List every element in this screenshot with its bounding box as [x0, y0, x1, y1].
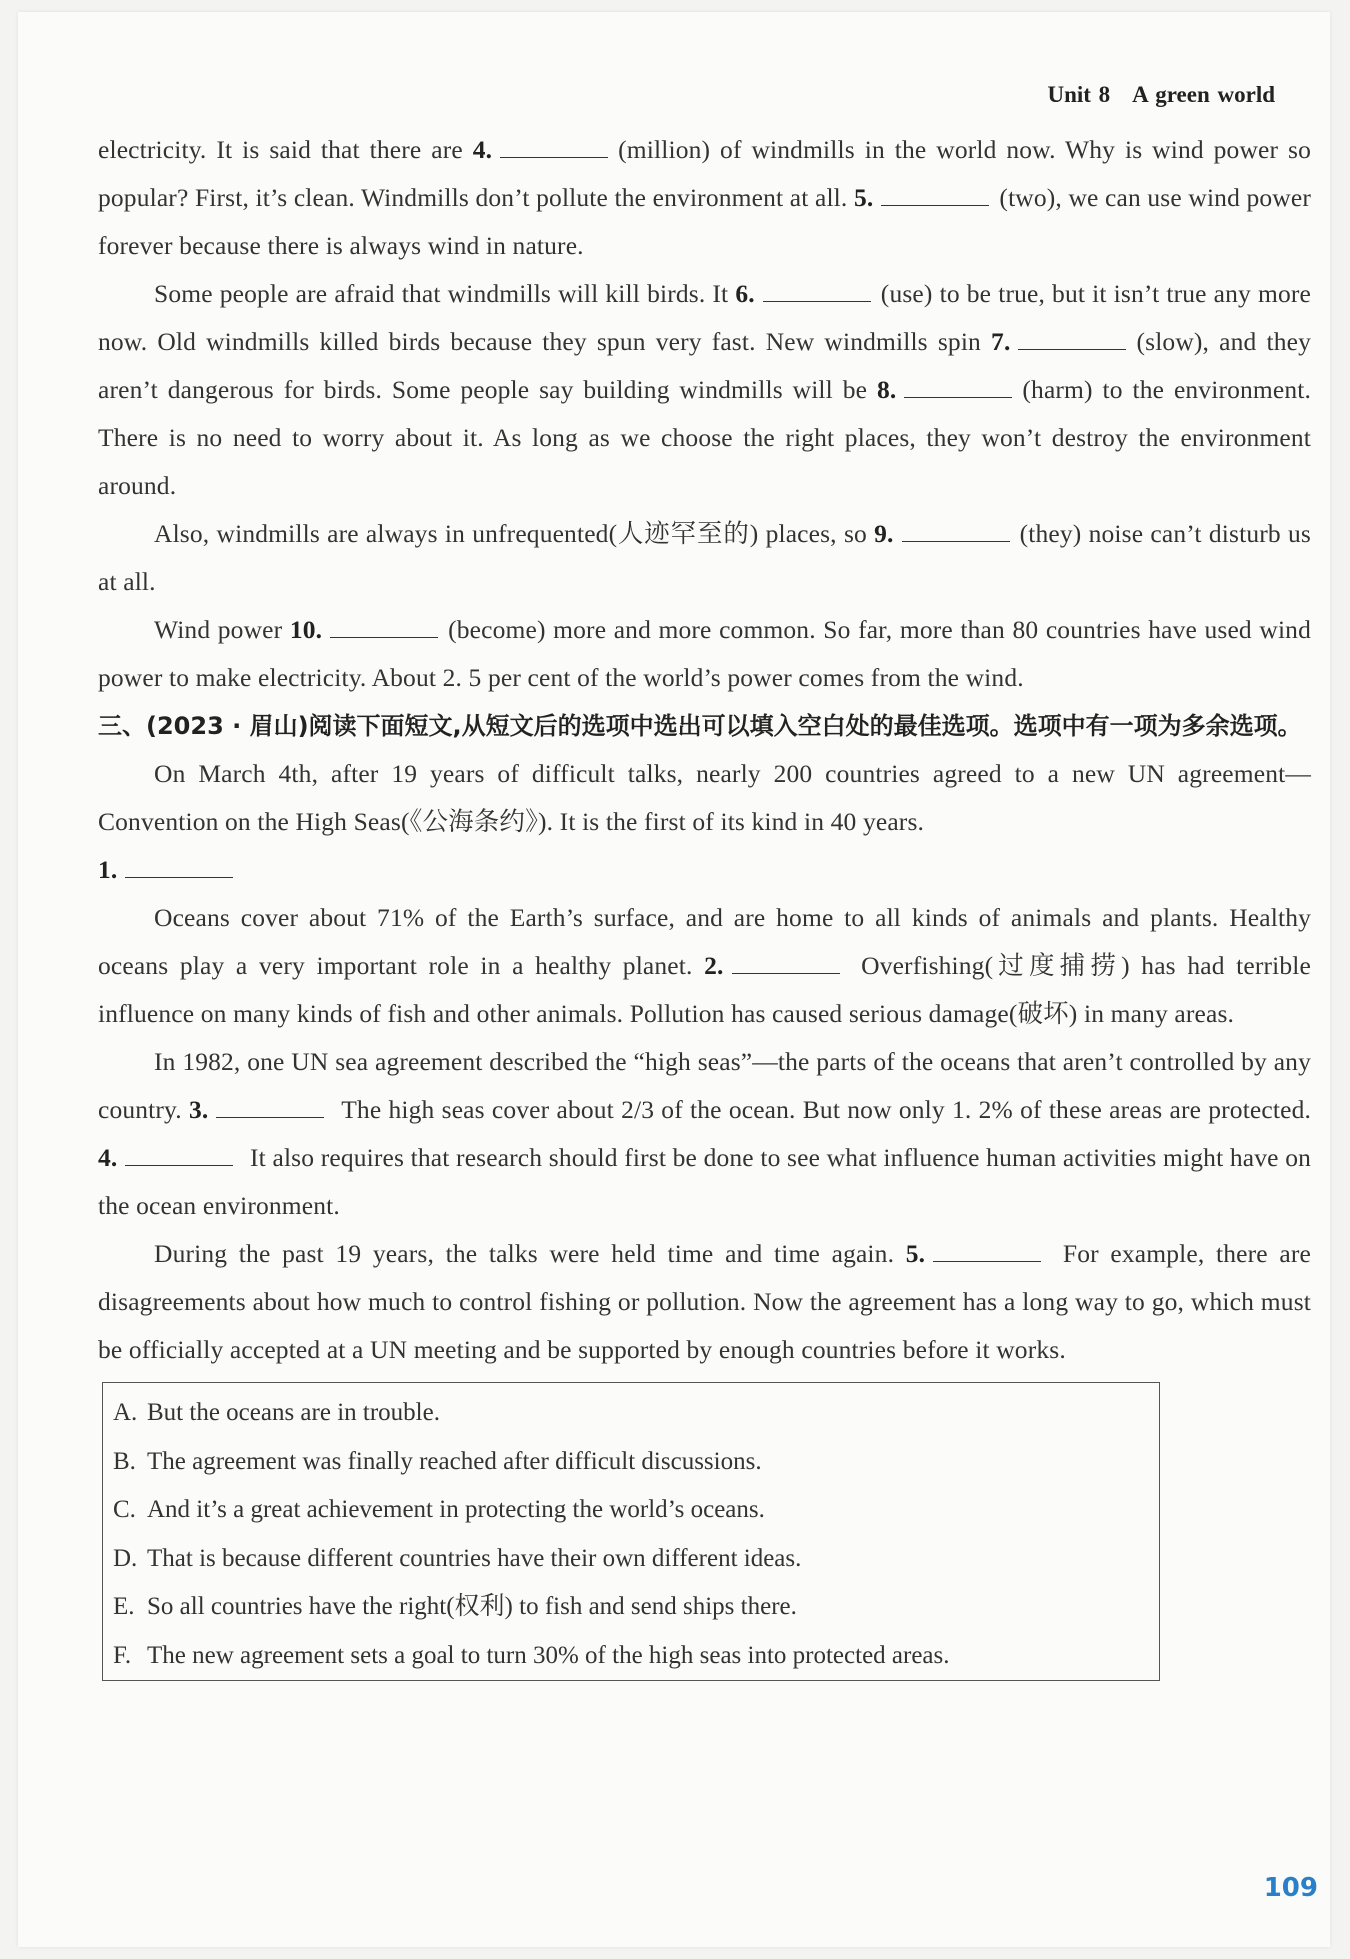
- answer-blank[interactable]: [933, 1241, 1041, 1262]
- text: Also, windmills are always in unfrequented(人迹罕至的) places, so: [154, 519, 875, 548]
- option-letter: B.: [113, 1447, 136, 1475]
- blank-number: 1.: [98, 855, 118, 884]
- option-e[interactable]: [113, 1583, 1159, 1632]
- option-text: That is because different countries have their own different ideas.: [147, 1544, 802, 1572]
- blank-number: 5.: [853, 183, 874, 212]
- text: Overfishing(过度捕捞) has had terrible influence on many kinds of fish and other animals. Pollution has caused serious damage(破坏) in many areas.: [98, 951, 1311, 1028]
- blank-number: 4.: [98, 1143, 118, 1172]
- text: Wind power: [154, 615, 290, 644]
- paragraph: [98, 510, 1311, 606]
- blank-number: 3.: [189, 1095, 209, 1124]
- text: During the past 19 years, the talks were held time and time again.: [154, 1239, 906, 1268]
- text: (two), we can use wind power forever because there is always wind in nature.: [98, 183, 1311, 260]
- option-letter: A.: [113, 1399, 138, 1426]
- text: On March 4th, after 19 years of difficult talks, nearly 200 countries agreed to a new UN agreement—Convention on the High Seas(《公海条约》). It is the first of its kind in 40 years.: [98, 759, 1311, 836]
- text: electricity. It is said that there are: [98, 135, 473, 164]
- text: The high seas cover about 2/3 of the ocean. But now only 1. 2% of these areas are protected.: [334, 1095, 1311, 1124]
- answer-blank[interactable]: [732, 953, 840, 974]
- option-f[interactable]: [113, 1632, 1159, 1681]
- answer-blank[interactable]: [330, 617, 438, 638]
- text: (they) noise can’t disturb us at all.: [98, 519, 1311, 596]
- answer-blank[interactable]: [1018, 329, 1126, 350]
- text: It also requires that research should first be done to see what influence human activities might have on the ocean environment.: [98, 1143, 1311, 1220]
- blank-number: 5.: [905, 1239, 926, 1268]
- answer-blank[interactable]: [881, 185, 989, 206]
- blank-number: 4.: [472, 135, 493, 164]
- paragraph: [98, 894, 1311, 1038]
- blank-number: 10.: [289, 615, 323, 644]
- paragraph: [98, 1230, 1311, 1374]
- option-text: But the oceans are in trouble.: [147, 1399, 440, 1426]
- paragraph: [98, 750, 1311, 894]
- section-heading: 三、(2023 · 眉山)阅读下面短文,从短文后的选项中选出可以填入空白处的最佳选项。选项中有一项为多余选项。: [98, 712, 1302, 740]
- blank-number: 2.: [704, 951, 724, 980]
- option-text: And it’s a great achievement in protecting the world’s oceans.: [147, 1496, 765, 1523]
- answer-blank[interactable]: [763, 281, 871, 302]
- text: (slow), and they aren’t dangerous for birds. Some people say building windmills will be: [98, 327, 1312, 404]
- paragraph: [98, 606, 1311, 702]
- answer-blank[interactable]: [500, 137, 608, 158]
- option-b[interactable]: [113, 1438, 1159, 1487]
- answer-blank[interactable]: [902, 521, 1010, 542]
- text: (million) of windmills in the world now. Why is wind power so popular? First, it’s clean. Windmills don’t pollute the environment at all.: [98, 135, 1311, 212]
- unit-label: Unit 8: [1047, 82, 1111, 107]
- option-text: The agreement was finally reached after difficult discussions.: [147, 1447, 762, 1475]
- text: Some people are afraid that windmills will kill birds. It: [154, 279, 736, 308]
- option-letter: C.: [113, 1496, 136, 1523]
- option-d[interactable]: [113, 1535, 1159, 1584]
- running-header: [1047, 82, 1275, 108]
- option-letter: F.: [113, 1641, 132, 1669]
- paragraph: [98, 126, 1311, 270]
- option-letter: D.: [113, 1544, 138, 1572]
- options-box: [102, 1382, 1160, 1681]
- option-c[interactable]: [113, 1486, 1159, 1535]
- option-letter: E.: [113, 1593, 135, 1620]
- page: [18, 12, 1330, 1947]
- answer-blank[interactable]: [125, 1145, 233, 1166]
- page-number: 109: [1263, 1873, 1318, 1903]
- option-text: The new agreement sets a goal to turn 30% of the high seas into protected areas.: [147, 1641, 950, 1669]
- blank-number: 8.: [876, 375, 897, 404]
- text: (become) more and more common. So far, more than 80 countries have used wind power to make electricity. About 2. 5 per cent of the world’s power comes from the wind.: [98, 615, 1311, 692]
- text: Oceans cover about 71% of the Earth’s surface, and are home to all kinds of animals and plants. Healthy oceans play a very important role in a healthy planet.: [98, 903, 1311, 980]
- paragraph: [98, 270, 1311, 510]
- option-a[interactable]: [113, 1389, 1159, 1438]
- option-text: So all countries have the right(权利) to fish and send ships there.: [147, 1593, 797, 1620]
- answer-blank[interactable]: [904, 377, 1012, 398]
- content: [98, 126, 1311, 1681]
- text: For example, there are disagreements about how much to control fishing or pollution. Now the agreement has a long way to go, which must be officially accepted at a UN meeting and be supported by enough countries before it works.: [98, 1239, 1312, 1364]
- text: In 1982, one UN sea agreement described the “high seas”—the parts of the oceans that aren’t controlled by any country.: [98, 1047, 1311, 1124]
- answer-blank[interactable]: [216, 1097, 324, 1118]
- blank-number: 7.: [991, 327, 1011, 356]
- blank-number: 9.: [874, 519, 894, 548]
- blank-number: 6.: [735, 279, 755, 308]
- answer-blank[interactable]: [125, 857, 233, 878]
- unit-title: A green world: [1132, 82, 1275, 107]
- paragraph: [98, 1038, 1311, 1230]
- text: (harm) to the environment. There is no need to worry about it. As long as we choose the right places, they won’t destroy the environment around.: [98, 375, 1312, 500]
- text: (use) to be true, but it isn’t true any more now. Old windmills killed birds because they spun very fast. New windmills spin: [98, 279, 1312, 356]
